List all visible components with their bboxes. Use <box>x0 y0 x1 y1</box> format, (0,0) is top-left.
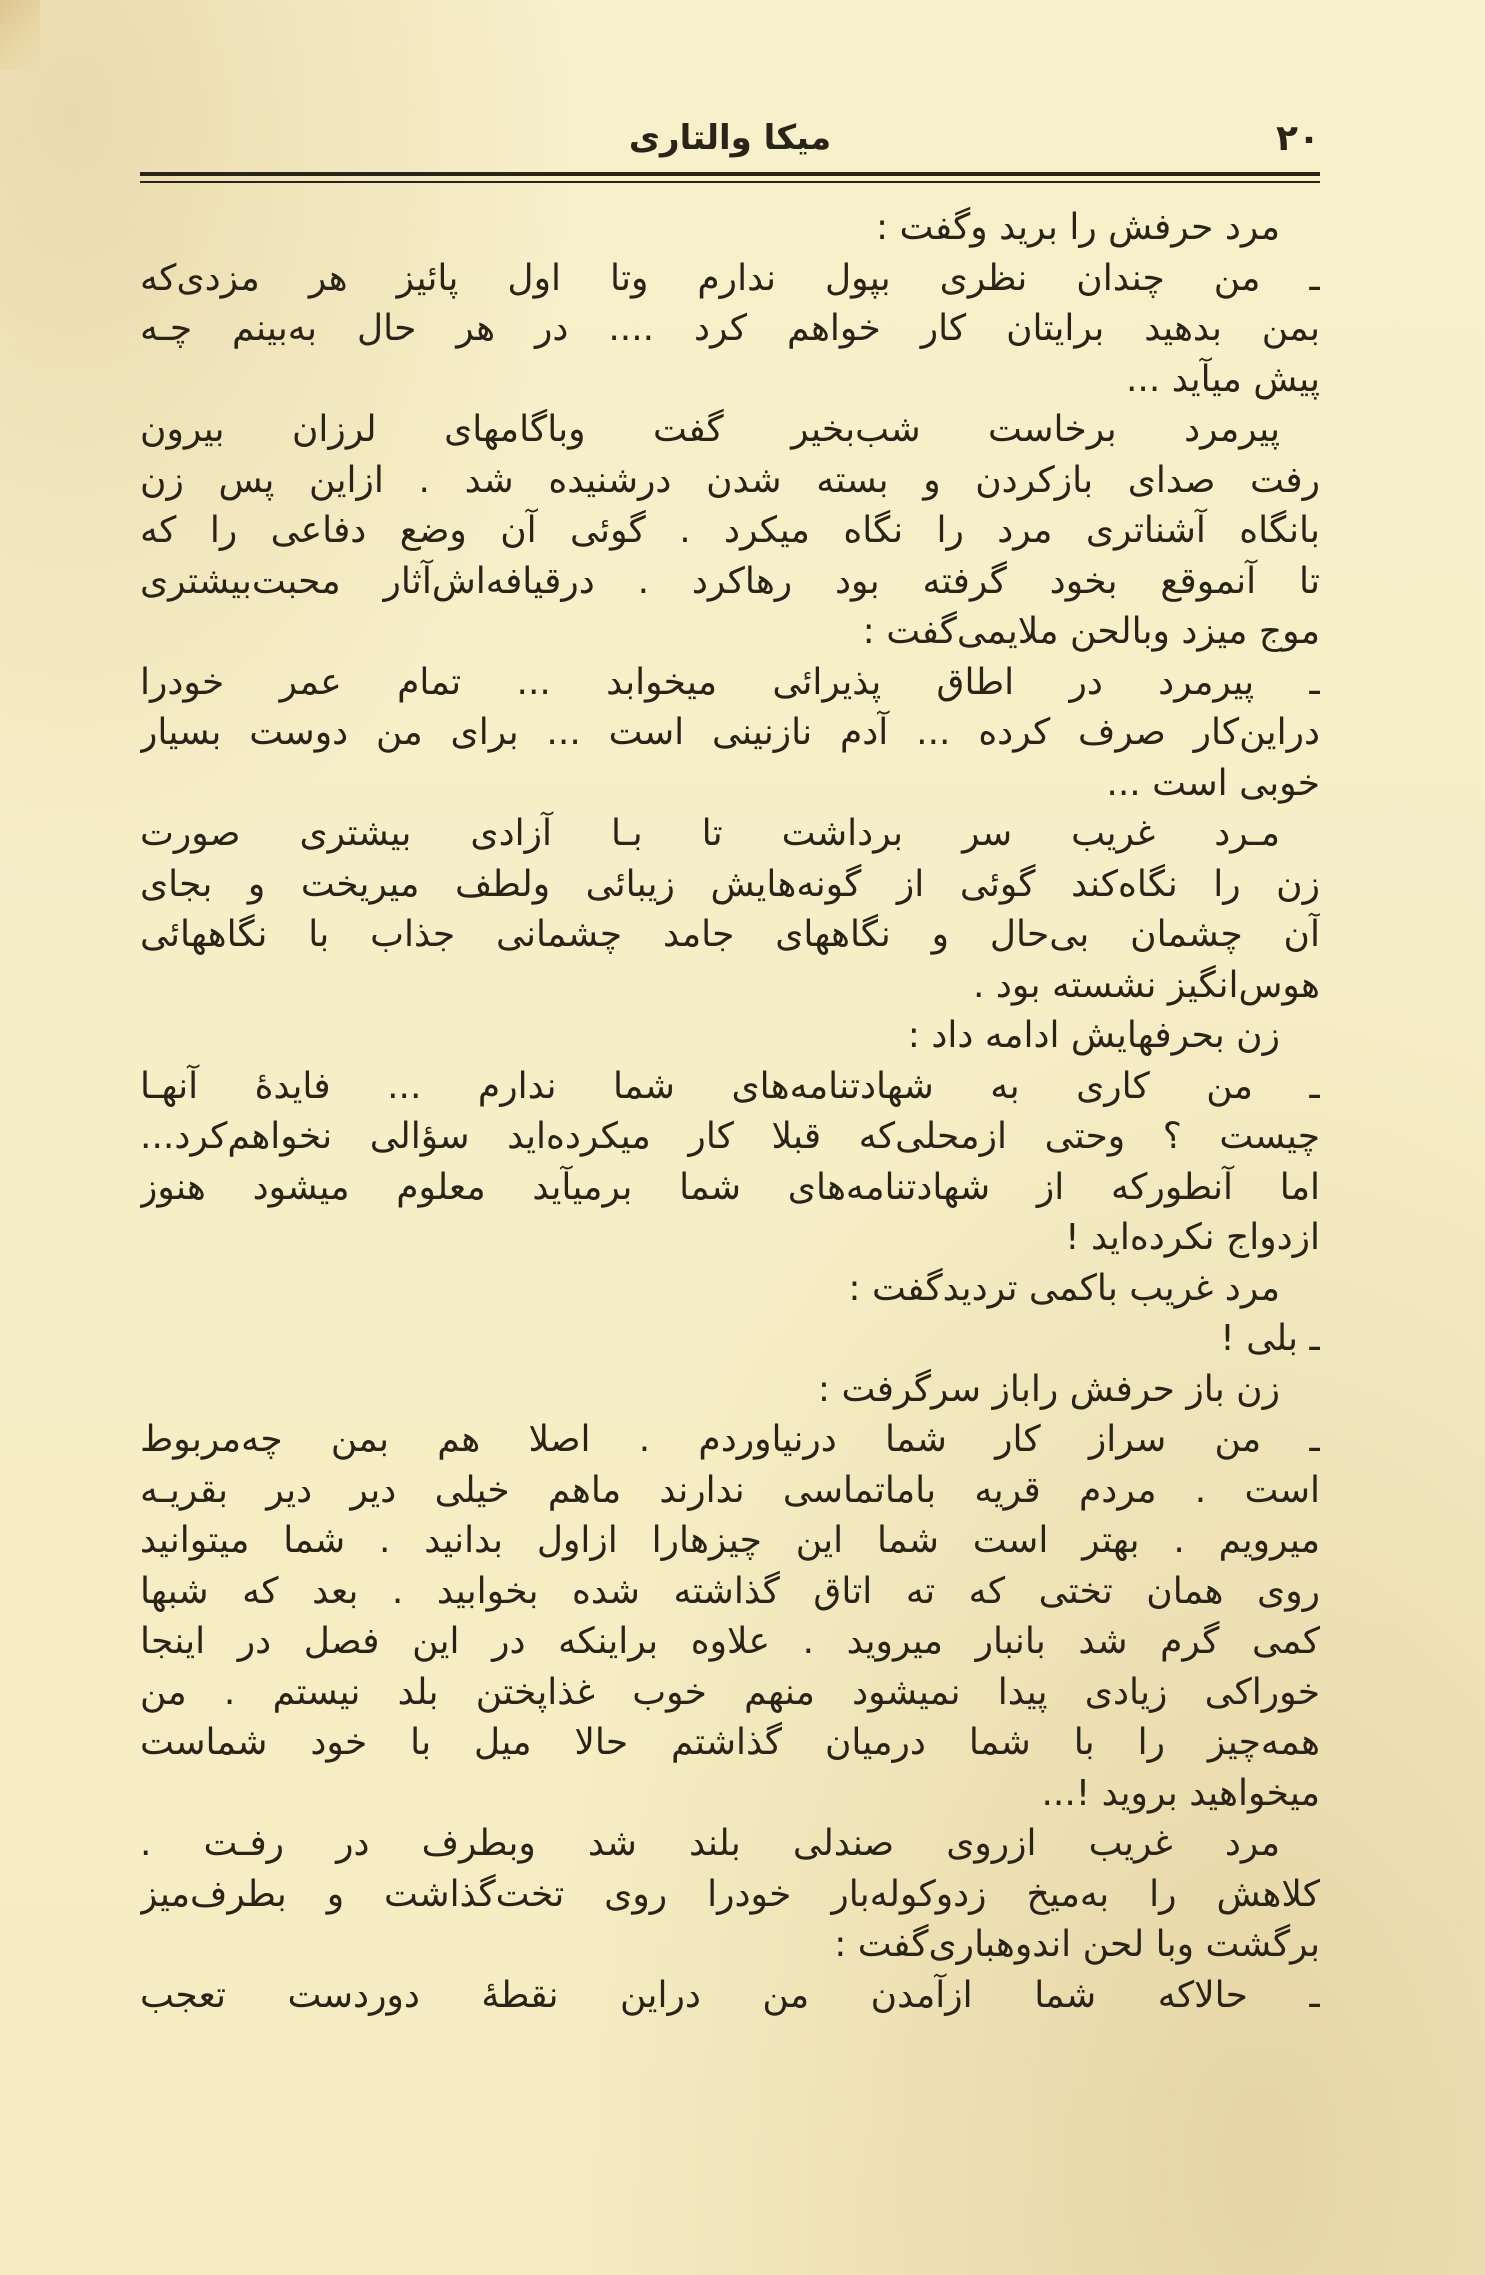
text-line: ـ من کاری به شهادتنامه‌های شما ندارم ... فایدهٔ آنهـا <box>140 1065 1320 1107</box>
text-line: زن بحرفهایش ادامه داد : <box>907 1015 1280 1056</box>
text-line: مرد غریب باکمی تردیدگفت : <box>848 1267 1280 1309</box>
text-line: زن را نگاه‌کند گوئی از گونه‌هایش زیبائی ولطف میریخت و بجای <box>140 863 1320 905</box>
text-line: دراین‌کار صرف کرده ... آدم نازنینی است ... برای من دوست بسیار <box>140 712 1320 753</box>
text-line: ـ بلی ! <box>1220 1318 1320 1359</box>
text-line: اما آنطورکه از شهادتنامه‌های شما برمیآید معلوم میشود هنوز <box>140 1166 1320 1208</box>
text-line: مرد غریب ازروی صندلی بلند شد وبطرف در رفـت . <box>140 1823 1280 1864</box>
text-line: برگشت وبا لحن اندوهباری‌گفت : <box>834 1924 1320 1965</box>
text-line: چیست ؟ وحتی ازمحلی‌که قبلا کار میکرده‌اید سؤالی نخواهم‌کرد... <box>140 1116 1320 1157</box>
text-line: بمن بدهید برایتان کار خواهم کرد .... در هر حال به‌بینم چـه <box>140 308 1320 349</box>
text-line: ـ من چندان نظری بپول ندارم وتا اول پائیز هر مزدی‌که <box>140 257 1320 299</box>
text-line: پیرمرد برخاست شب‌بخیر گفت وباگامهای لرزان بیرون <box>140 409 1280 450</box>
text-line: مـرد غریب سر برداشت تا بـا آزادی بیشتری صورت <box>140 813 1280 854</box>
text-line: کلاهش را به‌میخ زدوکوله‌بار خودرا روی تخت‌گذاشت و بطرف‌میز <box>140 1873 1320 1915</box>
text-line: موج میزد وبالحن ملایمی‌گفت : <box>862 611 1320 652</box>
text-line: خوبی است ... <box>1106 762 1320 804</box>
text-line: همه‌چیز را با شما درمیان گذاشتم حالا میل با خود شماست <box>140 1722 1320 1763</box>
text-line: میرویم . بهتر است شما این چیزهارا ازاول بدانید . شما میتوانید <box>140 1520 1320 1561</box>
text-line: بانگاه آشناتری مرد را نگاه میکرد . گوئی آن وضع دفاعی را که <box>140 510 1320 551</box>
text-line: ازدواج نکرده‌اید ! <box>1065 1217 1320 1258</box>
body-text <box>140 203 1320 2021</box>
text-line: ـ پیرمرد در اطاق پذیرائی میخوابد ... تمام عمر خودرا <box>140 661 1320 703</box>
running-title: میکا والتاری <box>628 118 832 158</box>
text-line: ـ حالاکه شما ازآمدن من دراین نقطهٔ دوردست تعجب <box>140 1974 1320 2016</box>
text-line: آن چشمان بی‌حال و نگاههای جامد چشمانی جذاب با نگاههائی <box>140 914 1320 955</box>
text-line: است . مردم قریه باماتماسی ندارند ماهم خیلی دیر دیر بقریـه <box>140 1469 1320 1511</box>
page-header <box>140 118 1320 168</box>
page-corner-fold <box>0 0 40 70</box>
page-number: ۲۰ <box>1276 118 1320 159</box>
header-rule-thin <box>140 181 1320 183</box>
text-line: تا آنموقع بخود گرفته بود رهاکرد . درقیافه‌اش‌آثار محبت‌بیشتری <box>140 560 1320 602</box>
text-line: ـ من سراز کار شما درنیاوردم . اصلا هم بمن چه‌مربوط <box>140 1419 1320 1460</box>
text-line: روی همان تختی که ته اتاق گذاشته شده بخوابید . بعد که شبها <box>140 1570 1320 1612</box>
text-line: مرد حرفش را برید وگفت : <box>875 207 1280 248</box>
header-rule-thick <box>140 172 1320 176</box>
text-line: پیش میآید ... <box>1125 358 1320 400</box>
text-line: خوراکی زیادی پیدا نمیشود منهم خوب غذاپختن بلد نیستم . من <box>140 1671 1320 1713</box>
text-line: رفت صدای بازکردن و بسته شدن درشنیده شد . ازاین پس زن <box>140 459 1320 501</box>
text-line: زن باز حرفش راباز سرگرفت : <box>817 1368 1280 1410</box>
text-line: هوس‌انگیز نشسته بود . <box>973 964 1320 1006</box>
text-line: کمی گرم شد بانبار میروید . علاوه براینکه در این فصل در اینجا <box>140 1621 1320 1662</box>
text-line: میخواهید بروید !... <box>1041 1772 1320 1814</box>
